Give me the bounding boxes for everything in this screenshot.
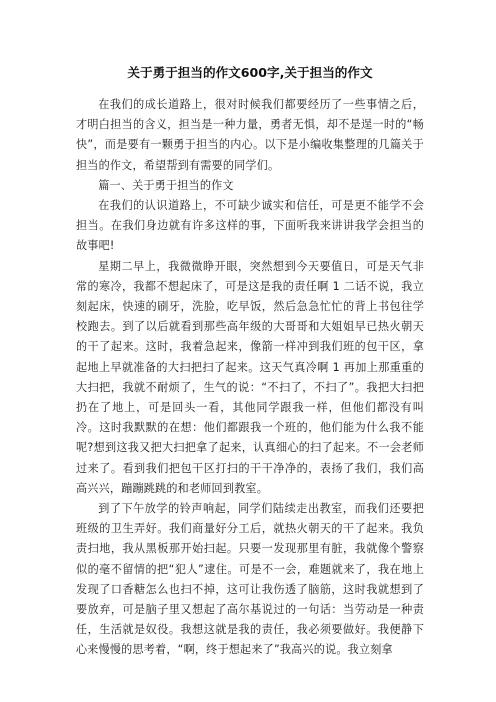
body-paragraph: 星期二早上，我微微睁开眼，突然想到今天要值日，可是天气非常的寒冷，我都不想起床了，可是这是我的责任啊 1 二话不说，我立刻起床，快速的刷牙，洗脸，吃早饭，然后急急忙忙的背上书包往学校跑去。到了以后就看到那些高年级的大哥哥和大姐姐早已热火朝天的干了起来。这时，我着急起来，像箭一样冲到我们班的包干区，拿起地上早就准备的大扫把扫了起来。这天气真冷啊 1 再加上那重重的大扫把，我就不耐烦了，生气的说：“不扫了，不扫了”。我把大扫把扔在了地上，可是回头一看，其他同学跟我一样，但他们都没有叫冷。这时我默默的在想：他们都跟我一个班的，他们能为什么我不能呢?想到这我又把大扫把拿了起来，认真细心的扫了起来。不一会老师过来了。看到我们把包干区打扫的干干净净的，表扬了我们，我们高高兴兴，蹦蹦跳跳的和老师回到教室。: [76, 259, 424, 495]
document-body: [76, 95, 424, 661]
body-paragraph: 到了下午放学的铃声响起，同学们陆续走出教室，而我们还要把班级的卫生弄好。我们商量好分工后，就热火朝天的干了起来。我负责扫地，我从黑板那开始扫起。只要一发现那里有脏，我就像个警察似的毫不留情的把“犯人”逮住。可是不一会，难题就来了，我在地上发现了口香糖怎么也扫不掉，这可让我伤透了脑筋，这时我就想到了要放弃，可是脑子里又想起了高尔基说过的一句话：当劳动是一种责任，生活就是奴役。我想这就是我的责任，我必须要做好。我便静下心来慢慢的思考着，“啊，终于想起来了”我高兴的说。我立刻拿: [76, 502, 424, 657]
intro-paragraph: 在我们的成长道路上，很对时候我们都要经历了一些事情之后，才明白担当的含义，担当是一种力量，勇者无惧，却不是逞一时的“畅快”，而是要有一颗勇于担当的内心。以下是小编收集整理的几篇关于担当的作文，希望帮到有需要的同学们。: [76, 98, 424, 172]
section-heading: 篇一、关于勇于担当的作文: [98, 178, 234, 192]
document-title: 关于勇于担当的作文600字,关于担当的作文: [127, 65, 373, 80]
body-paragraph: 在我们的认识道路上，不可缺少诚实和信任，可是更不能学不会担当。在我们身边就有许多这样的事，下面听我来讲讲我学会担当的故事吧!: [76, 199, 424, 253]
